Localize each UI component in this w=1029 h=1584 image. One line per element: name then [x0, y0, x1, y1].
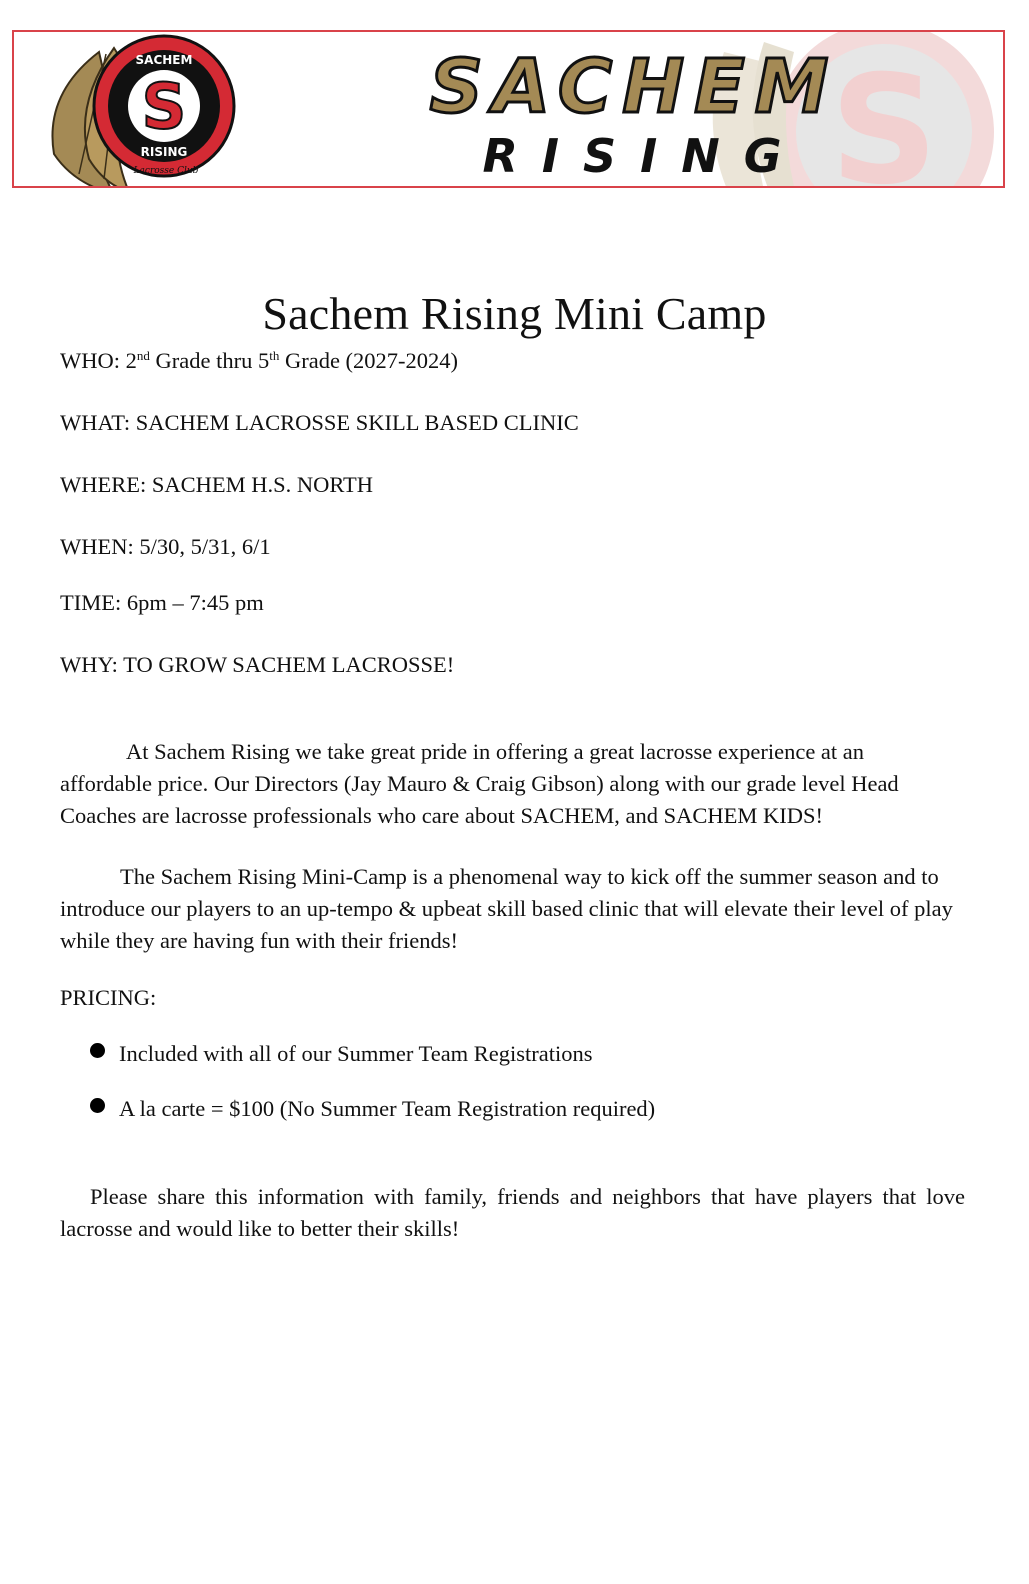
bullet-icon [90, 1098, 105, 1113]
page-title: Sachem Rising Mini Camp [262, 287, 767, 339]
wordmark-bottom: RISING [482, 129, 806, 180]
who-prefix: WHO: 2 [60, 348, 137, 373]
logo-text-top: SACHEM [135, 53, 193, 67]
pricing-item-text: Included with all of our Summer Team Registrations [119, 1041, 593, 1066]
bullet-icon [90, 1043, 105, 1058]
sachem-rising-wordmark [314, 50, 954, 180]
when-line: WHEN: 5/30, 5/31, 6/1 [60, 534, 271, 559]
wordmark-top: SACHEM [429, 50, 839, 130]
why-line: WHY: TO GROW SACHEM LACROSSE! [60, 652, 455, 677]
who-mid: Grade thru 5 [149, 348, 270, 373]
sachem-rising-logo [44, 34, 244, 188]
logo-letter: S [141, 70, 187, 143]
where-line: WHERE: SACHEM H.S. NORTH [60, 472, 374, 497]
svg-text:S: S [829, 44, 939, 212]
time-line: TIME: 6pm – 7:45 pm [60, 590, 264, 615]
paragraph-intro: At Sachem Rising we take great pride in offering a great lacrosse experience at an affordable price. Our Directors (Jay Mauro & Craig Gibson) along with our grade level Head Coaches are lacrosse professionals who care about SACHEM, and SACHEM KIDS! [60, 739, 899, 828]
who-line [60, 348, 458, 374]
paragraph-mini-camp: The Sachem Rising Mini-Camp is a phenomenal way to kick off the summer season and to introduce our players to an up-tempo & upbeat skill based clinic that will elevate their level of play while they are having fun with their friends! [60, 864, 953, 953]
who-sup-1: nd [136, 348, 150, 363]
pricing-item [90, 1041, 593, 1067]
closing-paragraph: Please share this information with family, friends and neighbors that have players that love lacrosse and would like to better their skills! [60, 1184, 965, 1241]
pricing-item [90, 1096, 655, 1122]
pricing-item-text: A la carte = $100 (No Summer Team Registration required) [119, 1096, 656, 1121]
what-line: WHAT: SACHEM LACROSSE SKILL BASED CLINIC [60, 410, 579, 435]
who-sup-2: th [269, 348, 280, 363]
logo-sub-text: Lacrosse Club [133, 166, 199, 176]
header-banner [12, 30, 1005, 212]
logo-text-bottom: RISING [140, 145, 188, 159]
who-suffix: Grade (2027-2024) [279, 348, 459, 373]
pricing-label: PRICING: [60, 985, 157, 1010]
